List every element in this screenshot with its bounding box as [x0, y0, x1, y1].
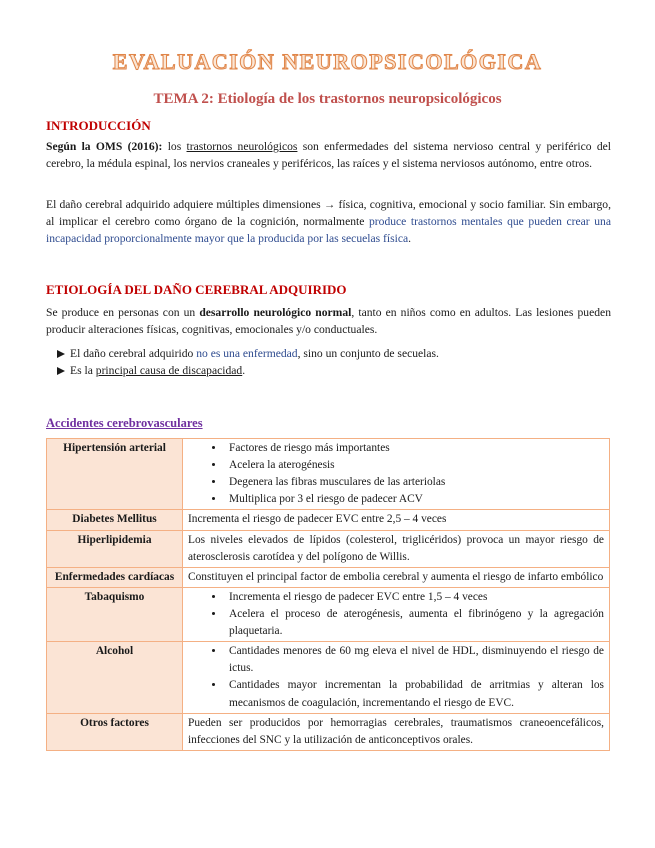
intro-paragraph-1 [46, 139, 611, 173]
etiologia-paragraph [46, 305, 611, 339]
etiologia-p1-b: , tanto en niños como en adultos. Las lesiones pueden producir alteraciones físicas, cognitivas, emocionales y/o conductuales. [46, 306, 611, 336]
bullet-2-b: . [242, 363, 246, 377]
bullet-1-blue: no es una enfermedad [196, 347, 298, 360]
etiologia-p1-a: Se produce en personas con un [46, 306, 200, 319]
table-row [47, 439, 610, 510]
acv-section-heading: Accidentes cerebrovasculares [46, 416, 203, 430]
intro-p2-highlight: produce trastornos mentales que pueden crear una incapacidad proporcionalmente mayor que la producida por las secuelas física [46, 214, 611, 245]
table-row [47, 713, 610, 750]
factor-cell: Hiperlipidemia [47, 530, 183, 567]
table-row [47, 567, 610, 587]
oms-lead: Según la OMS (2016): [46, 140, 163, 153]
bullet-no-enfermedad [46, 346, 611, 363]
description-cell: Constituyen el principal factor de embolia cerebral y aumenta el riesgo de infarto embólico [183, 567, 610, 587]
bullet-1-a: El daño cerebral adquirido [70, 347, 197, 360]
description-cell [183, 587, 610, 641]
intro-p1-sp1: los [162, 140, 187, 153]
table-row [47, 510, 610, 530]
bullet-2-a: Es la [70, 363, 96, 377]
bullet-2-underlined: principal causa de discapacidad [95, 363, 243, 377]
factor-cell: Enfermedades cardíacas [47, 567, 183, 587]
list-item: • Acelera el proceso de aterogénesis, aumenta el fibrinógeno y la agregación plaquetaria. [225, 606, 604, 640]
list-item: • Degenera las fibras musculares de las arteriolas [225, 474, 604, 491]
description-cell: Pueden ser producidos por hemorragias cerebrales, traumatismos craneoencefálicos, infecciones del SNC y la utilización de anticonceptivos orales. [183, 713, 610, 750]
list-item: • Cantidades menores de 60 mg eleva el nivel de HDL, disminuyendo el riesgo de ictus. [225, 643, 604, 677]
trastornos-link: trastornos neurológicos [186, 140, 298, 153]
factor-cell: Alcohol [47, 642, 183, 713]
description-cell [183, 439, 610, 510]
list-item: • Factores de riesgo más importantes [225, 440, 604, 457]
list-item: • Incrementa el riesgo de padecer EVC entre 1,5 – 4 veces [225, 589, 604, 606]
risk-factors-table [46, 438, 610, 751]
description-cell [183, 642, 610, 713]
table-row [47, 587, 610, 641]
table-row [47, 530, 610, 567]
factor-cell: Hipertensión arterial [47, 439, 183, 510]
factor-cell: Otros factores [47, 713, 183, 750]
description-cell: Los niveles elevados de lípidos (colesterol, triglicéridos) provoca un mayor riesgo de aterosclerosis carotídea y del polígono de Willis. [183, 530, 610, 567]
etiologia-bullets [46, 346, 611, 380]
document-subtitle: TEMA 2: Etiología de los trastornos neuropsicológicos [153, 91, 502, 107]
list-item: • Acelera la aterogénesis [225, 457, 604, 474]
document-title: EVALUACIÓN NEUROPSICOLÓGICA [112, 49, 543, 74]
bullet-discapacidad [46, 363, 611, 380]
intro-p1-rest: son enfermedades del sistema nervioso central y periférico del cerebro, la médula espinal, los nervios craneales y periféricos, las raíces y el sistema nerviosos autónomo, entre otros. [46, 140, 612, 170]
factor-cell: Diabetes Mellitus [47, 510, 183, 530]
intro-paragraph-2 [46, 197, 611, 247]
description-cell: Incrementa el riesgo de padecer EVC entre 2,5 – 4 veces [183, 510, 610, 530]
intro-heading: INTRODUCCIÓN [46, 118, 151, 133]
factor-cell: Tabaquismo [47, 587, 183, 641]
etiologia-heading: ETIOLOGÍA DEL DAÑO CEREBRAL ADQUIRIDO [46, 282, 347, 297]
etiologia-p1-bold: desarrollo neurológico normal [199, 306, 352, 319]
intro-p2-text: El daño cerebral adquirido adquiere múltiples dimensiones → física, cognitiva, emocional y socio familiar. Sin embargo, al implicar el cerebro como órgano de la cognición, normalmente [46, 198, 611, 228]
list-item: • Cantidades mayor incrementan la probabilidad de arritmias y alteran los mecanismos de coagulación, incrementando el riesgo de EVC. [225, 677, 604, 711]
intro-p2-end: . [408, 231, 412, 245]
bullet-1-b: , sino un conjunto de secuelas. [297, 347, 439, 360]
table-row [47, 642, 610, 713]
list-item: • Multiplica por 3 el riesgo de padecer ACV [225, 491, 604, 508]
